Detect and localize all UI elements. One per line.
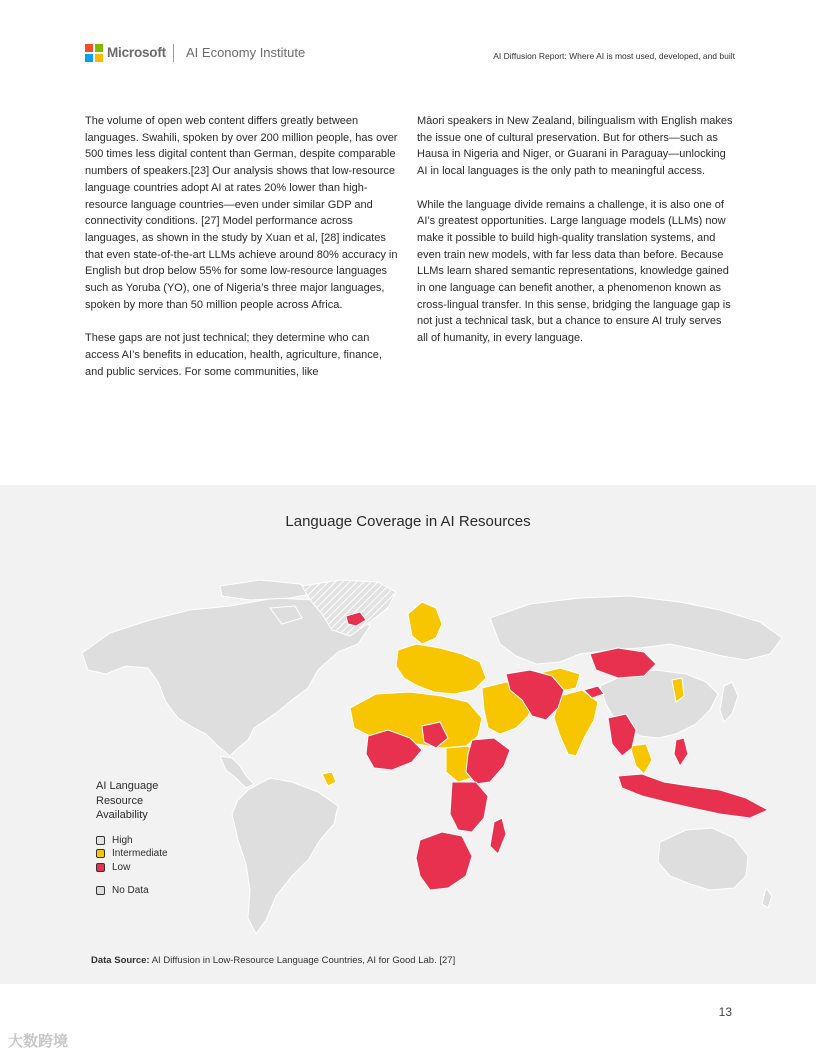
report-title: AI Diffusion Report: Where AI is most used, developed, and built xyxy=(493,51,735,61)
source-label: Data Source: xyxy=(91,955,150,966)
map-region-new-zealand xyxy=(762,888,772,908)
map-region-philippines xyxy=(674,738,688,766)
paragraph: The volume of open web content differs greatly between languages. Swahili, spoken by over 200 million people, has over 500 times less digital content than German, despite comparable numbers of speakers.[23] Our analysis shows that low-resource language countries adopt AI at rates 20% lower than high-resource language countries—even under similar GDP and connectivity conditions. [27] Model performance across languages, as shown in the study by Xuan et al, [28] indicates that even state-of-the-art LLMs achieve around 80% accuracy in English but drop below 55% for some low-resource languages such as Yoruba (YO), one of Nigeria’s three major languages, spoken by more than 50 million people across Africa. xyxy=(85,115,398,311)
legend-swatch-no-data xyxy=(96,886,105,895)
paragraph: These gaps are not just technical; they determine who can access AI’s benefits in education, health, agriculture, finance, and public services. For some communities, like xyxy=(85,332,382,378)
map-region-indonesia xyxy=(618,774,768,818)
watermark: 大数跨境 xyxy=(8,1033,69,1050)
legend-title: AI Language Resource Availability xyxy=(96,780,159,821)
source-text: AI Diffusion in Low-Resource Language Countries, AI for Good Lab. [27] xyxy=(149,955,456,966)
legend-label: Low xyxy=(112,861,131,873)
paragraph: While the language divide remains a challenge, it is also one of AI’s greatest opportunities. Large language models (LLMs) now make it possible to build high-quality translation systems, and even train new models, with far less data than before. Because LLMs learn shared semantic representations, knowledge gained in one language can benefit another, a phenomenon known as cross-lingual transfer. In this sense, bridging the language gap is not just a technical task, but a chance to ensure AI truly serves all of humanity, in every language. xyxy=(417,198,731,345)
institute-name: AI Economy Institute xyxy=(186,45,306,60)
page-header xyxy=(85,42,735,66)
legend-label: No Data xyxy=(112,885,149,896)
map-region-mongolia xyxy=(590,648,656,678)
page-number: 13 xyxy=(718,1005,732,1019)
legend-swatch-low xyxy=(96,863,105,872)
map-region-southern-africa-red xyxy=(416,832,472,890)
legend-label: High xyxy=(112,834,133,846)
body-column-left xyxy=(85,113,403,397)
microsoft-logo-icon xyxy=(85,44,103,62)
map-region-scandinavia xyxy=(408,602,442,644)
map-region-guiana xyxy=(322,772,336,786)
world-map xyxy=(70,578,790,948)
legend-item-intermediate xyxy=(96,847,176,861)
map-region-south-america xyxy=(232,778,338,934)
map-region-southeast-asia xyxy=(630,744,652,774)
figure-title: Language Coverage in AI Resources xyxy=(285,513,531,530)
legend-swatch-intermediate xyxy=(96,849,105,858)
map-region-europe xyxy=(396,644,486,694)
map-legend xyxy=(96,779,176,898)
map-region-japan xyxy=(720,682,738,722)
header-divider xyxy=(173,44,174,62)
map-region-australia xyxy=(658,828,748,890)
map-region-madagascar xyxy=(490,818,506,854)
legend-label: Intermediate xyxy=(112,848,168,859)
legend-item-low xyxy=(96,861,176,875)
figure-source xyxy=(91,955,455,966)
map-region-east-africa xyxy=(450,782,488,832)
body-column-right xyxy=(417,113,735,364)
brand-name: Microsoft xyxy=(107,45,166,60)
legend-item-high xyxy=(96,834,176,848)
legend-item-no-data xyxy=(96,884,176,898)
map-region-central-america xyxy=(220,756,254,788)
legend-swatch-high xyxy=(96,836,105,845)
paragraph: Māori speakers in New Zealand, bilingualism with English makes the issue one of cultural preservation. But for others—such as Hausa in Nigeria and Niger, or Guarani in Paraguay—unlocking AI in local languages is the only path to meaningful access. xyxy=(417,115,733,178)
map-region-horn-of-africa xyxy=(466,738,510,784)
